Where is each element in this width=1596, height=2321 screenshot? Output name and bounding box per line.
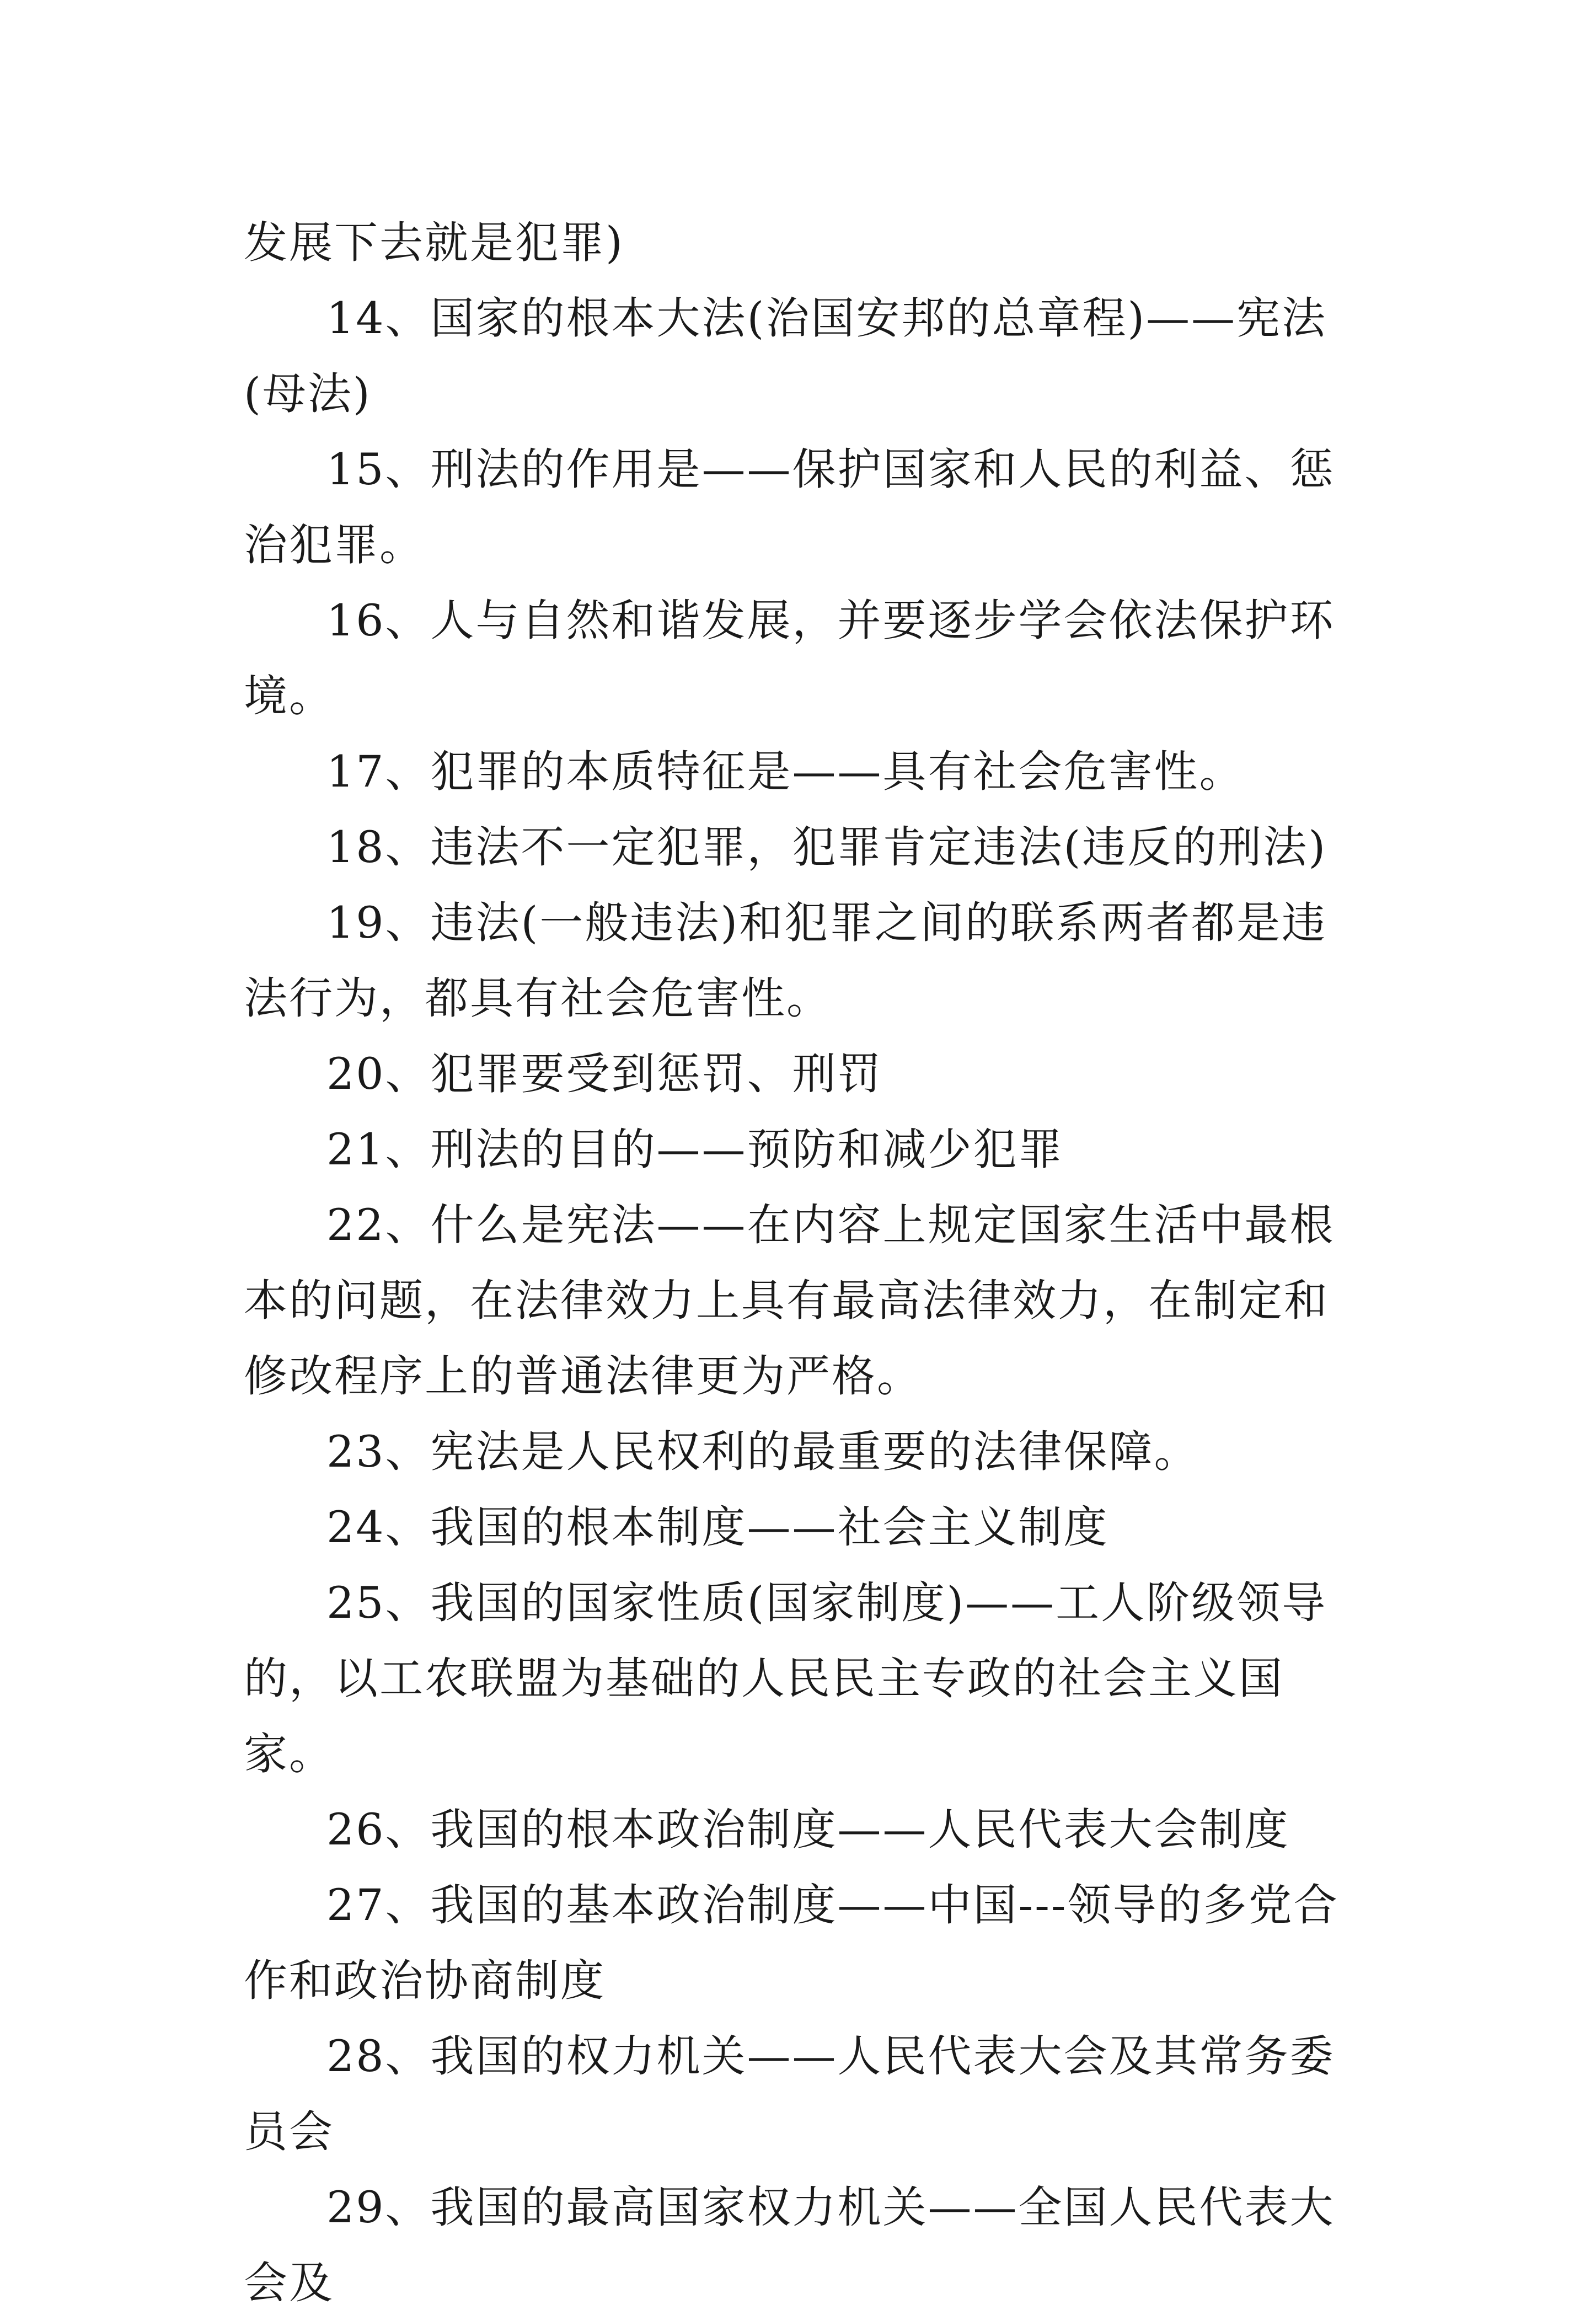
paragraph: 26、我国的根本政治制度——人民代表大会制度 (326, 1804, 1290, 1855)
paragraph: 发展下去就是犯罪) (244, 217, 624, 268)
paragraph: 28、我国的权力机关——人民代表大会及其常务委员会 (244, 2031, 1335, 2157)
paragraph: 22、什么是宪法——在内容上规定国家生活中最根本的问题，在法律效力上具有最高法律效力，在制定和修改程序上的普通法律更为严格。 (244, 1200, 1335, 1402)
paragraph: 15、刑法的作用是——保护国家和人民的利益、惩治犯罪。 (244, 444, 1335, 570)
paragraph: 19、违法(一般违法)和犯罪之间的联系两者都是违法行为，都具有社会危害性。 (244, 897, 1327, 1024)
paragraph: 25、我国的国家性质(国家制度)——工人阶级领导的，以工农联盟为基础的人民民主专政的社会主义国家。 (244, 1577, 1327, 1779)
paragraph: 27、我国的基本政治制度——中国---领导的多党合作和政治协商制度 (244, 1880, 1339, 2006)
paragraph: 17、犯罪的本质特征是——具有社会危害性。 (326, 746, 1245, 797)
paragraph: 29、我国的最高国家权力机关——全国人民代表大会及 (244, 2182, 1335, 2308)
paragraph: 16、人与自然和谐发展，并要逐步学会依法保护环境。 (244, 595, 1335, 721)
paragraph: 21、刑法的目的——预防和减少犯罪 (326, 1124, 1064, 1175)
document-body (244, 205, 1363, 2321)
paragraph: 23、宪法是人民权利的最重要的法律保障。 (326, 1426, 1199, 1477)
paragraph: 14、国家的根本大法(治国安邦的总章程)——宪法(母法) (244, 293, 1327, 419)
paragraph: 18、违法不一定犯罪，犯罪肯定违法(违反的刑法) (326, 822, 1327, 873)
paragraph: 20、犯罪要受到惩罚、刑罚 (326, 1049, 883, 1099)
paragraph: 24、我国的根本制度——社会主义制度 (326, 1502, 1109, 1553)
